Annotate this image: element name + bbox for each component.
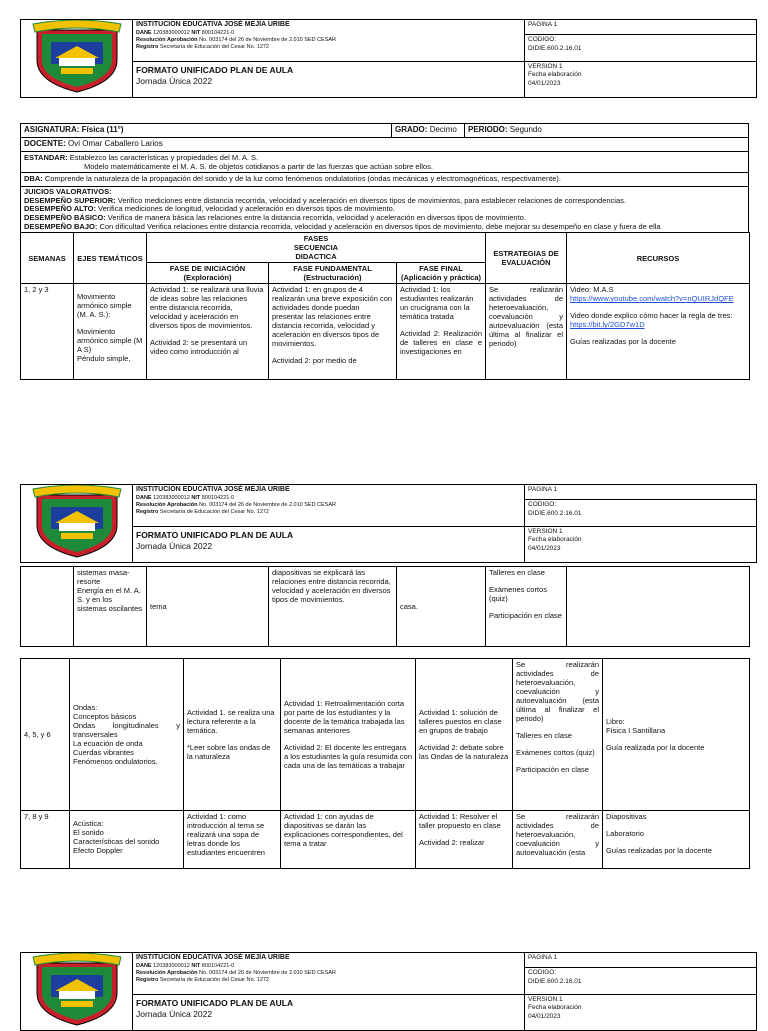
r3-fase-fundamental: Actividad 1: con ayudas de diapositivas se darán las explicaciones correspondientes, del tema a tratar	[281, 811, 416, 869]
r2-semanas: 4, 5, y 6	[21, 659, 70, 811]
desempeno-alto-text: Verifica mediciones de longitud, velocidad y aceleración en diversos tipos de movimiento.	[98, 204, 395, 214]
version-label: VERSION 1	[528, 528, 563, 536]
r2-ejes	[70, 659, 184, 811]
col-fases-line-2: SECUENCIA	[293, 243, 339, 253]
r2-estr-participacion: Participación en clase	[516, 765, 589, 774]
r2-fund-act-1: Actividad 1: Retroalimentación corta por parte de los estudiantes y la docente de la temática trabajada las semanas anteriores	[284, 699, 405, 735]
table-row	[21, 659, 750, 811]
dane-value: 120383000012	[153, 29, 190, 36]
registry-label: Registro	[136, 508, 159, 515]
date-value: 04/01/2023	[528, 79, 561, 87]
dane-label: DANE	[136, 29, 152, 36]
cont-recursos	[567, 567, 750, 647]
resolution-label: Resolución Aprobación	[136, 36, 198, 43]
docente-cell	[21, 138, 749, 152]
r2-estrategias	[513, 659, 603, 811]
resolution-value: No. 003174 del 26 de Noviembre de 2.010 SED CESAR	[199, 969, 337, 976]
page-number-cell	[525, 953, 757, 968]
r3-ejes-line-1: Acústica:	[73, 819, 104, 828]
nit-value: 800104221-0	[201, 29, 235, 36]
dane-label: DANE	[136, 962, 152, 969]
institution-name: INSTITUCIÓN EDUCATIVA JOSÉ MEJÍA URIBE	[136, 486, 290, 493]
plan-table-2	[20, 658, 749, 869]
version-label: VERSION 1	[528, 996, 563, 1004]
r3-final-act-2: Actividad 2: realizar	[419, 838, 485, 847]
r2-fase-inicio	[184, 659, 281, 811]
col-fase-inicio-title: FASE DE INICIACIÓN	[169, 264, 246, 274]
table-row	[21, 284, 750, 380]
nit-label: NIT	[191, 494, 201, 501]
version-cell	[525, 995, 757, 1031]
desempeno-bajo-label: DESEMPEÑO BAJO:	[24, 221, 98, 231]
periodo-label: PERIODO:	[468, 125, 508, 134]
institution-name: INSTITUCIÓN EDUCATIVA JOSÉ MEJÍA URIBE	[136, 954, 290, 961]
row-ejes-line-2: Movimiento armónico simple (M A S)	[77, 327, 143, 355]
desempeno-alto-label: DESEMPEÑO ALTO:	[24, 204, 96, 214]
dba-cell	[21, 173, 749, 187]
resolution-label: Resolución Aprobación	[136, 969, 198, 976]
cont-fase-inicio: tema	[147, 567, 269, 647]
row-fase-fundamental	[269, 284, 397, 380]
r3-recursos-laboratorio: Laboratorio	[606, 829, 644, 838]
version-cell	[525, 62, 757, 98]
r3-recursos-diapositivas: Diapositivas	[606, 812, 647, 821]
dba-label: DBA:	[24, 174, 43, 183]
r2-ejes-line-1: Ondas:	[73, 703, 98, 712]
page-number: PAGINA 1	[528, 21, 558, 28]
school-logo-cell	[21, 20, 133, 98]
r2-recursos-libro-title: Física I Santillana	[606, 726, 666, 735]
registry-label: Registro	[136, 976, 159, 983]
code-cell	[525, 968, 757, 995]
cont-ejes-line-1: sistemas masa-resorte	[77, 568, 130, 586]
dane-value: 120383000012	[153, 962, 190, 969]
asignatura-cell	[21, 124, 392, 138]
format-title: FORMATO UNIFICADO PLAN DE AULA	[136, 998, 294, 1009]
registry-label: Registro	[136, 43, 159, 50]
r3-semanas: 7, 8 y 9	[21, 811, 70, 869]
col-fase-final	[397, 263, 486, 284]
col-fases	[147, 233, 486, 263]
docente-label: DOCENTE:	[24, 139, 66, 148]
asignatura-label: ASIGNATURA:	[24, 125, 80, 134]
row-recursos-video-2: Video donde explico cómo hacer la regla de tres:	[570, 311, 733, 321]
r3-final-act-1: Actividad 1: Resolver el taller propuesto en clase	[419, 812, 501, 830]
code-value: DIDIE.600.2.16.01	[528, 977, 582, 985]
r2-ejes-line-4: La ecuación de onda	[73, 739, 143, 748]
r3-recursos	[603, 811, 750, 869]
code-value: DIDIE.600.2.16.01	[528, 44, 582, 52]
resolution-value: No. 003174 del 26 de Noviembre de 2.010 SED CESAR	[199, 501, 337, 508]
date-label: Fecha elaboración	[528, 1004, 582, 1012]
r2-recursos	[603, 659, 750, 811]
col-ejes: EJES TEMÁTICOS	[74, 233, 147, 284]
estandar-text-1: Establezco las características y propiedades del M. A. S.	[69, 153, 259, 162]
date-label: Fecha elaboración	[528, 71, 582, 79]
format-title: FORMATO UNIFICADO PLAN DE AULA	[136, 530, 294, 541]
plan-table-1	[20, 232, 750, 380]
code-label: CODIGO:	[528, 501, 557, 509]
cont-estrategias	[486, 567, 567, 647]
r2-fase-fundamental	[281, 659, 416, 811]
cont-estr-quiz: Exámenes cortos (quiz)	[489, 585, 547, 603]
institution-info-cell	[133, 20, 525, 62]
format-title-cell	[133, 527, 525, 563]
version-label: VERSION 1	[528, 63, 563, 71]
row-inicio-act-2: Actividad 2: se presentará un video como introducción al	[150, 338, 248, 357]
r2-recursos-libro: Libro:	[606, 717, 625, 726]
resolution-label: Resolución Aprobación	[136, 501, 198, 508]
registry-value: Secretaría de Educación del Cesar No. 1272	[159, 43, 269, 50]
r3-fase-final	[416, 811, 513, 869]
page-number: PAGINA 1	[528, 486, 558, 493]
grado-cell	[392, 124, 465, 138]
row-fase-final	[397, 284, 486, 380]
cont-ejes-line-2: Energía en el M. A. S. y en los sistemas oscilantes	[77, 586, 143, 613]
desempeno-superior-label: DESEMPEÑO SUPERIOR:	[24, 195, 116, 205]
desempeno-basico-label: DESEMPEÑO BÁSICO:	[24, 212, 106, 222]
r2-ejes-line-3: Ondas longitudinales y transversales	[73, 721, 180, 739]
row-fase-inicio	[147, 284, 269, 380]
col-fase-final-sub: (Aplicación y práctica)	[400, 273, 482, 283]
plan-info-block	[20, 123, 749, 380]
code-cell	[525, 35, 757, 62]
r2-fund-act-2: Actividad 2: El docente les entregara a los estudiantes la guía resumida con cada una de las temáticas a trabajar	[284, 743, 412, 770]
col-fase-fundamental-sub: (Estructuración)	[303, 273, 362, 283]
periodo-value: Segundo	[509, 125, 542, 134]
col-fase-fundamental-title: FASE FUNDAMENTAL	[293, 264, 372, 274]
r2-final-act-2: Actividad 2: debate sobre las Ondas de la naturaleza	[419, 743, 509, 761]
r2-estr-quiz: Exámenes cortos (quiz)	[516, 748, 595, 757]
jornada-label: Jornada Única 2022	[136, 75, 213, 86]
school-shield-logo-icon	[31, 953, 123, 1027]
cont-estr-talleres: Talleres en clase	[489, 568, 545, 577]
row-fund-act-1: Actividad 1: en grupos de 4 realizarán una breve exposición con actividades donde puedan presentar las relaciones entre distancia recorrida, velocidad y aceleración en diversos tipos de movimientos.	[272, 285, 393, 349]
desempeno-superior-text: Verifico mediciones entre distancia recorrida, velocidad y aceleración en diversos tipos de movimientos, para establecer relaciones de correspondencias.	[117, 195, 626, 205]
col-recursos: RECURSOS	[567, 233, 750, 284]
row-ejes	[74, 284, 147, 380]
grado-value: Decimo	[429, 125, 457, 134]
page-number-cell	[525, 485, 757, 500]
nit-label: NIT	[191, 962, 201, 969]
bitly-link[interactable]: https://bit.ly/2GD7w1D	[570, 320, 645, 330]
r2-recursos-guia: Guía realizada por la docente	[606, 743, 705, 752]
dane-value: 120383000012	[153, 494, 190, 501]
estandar-label: ESTANDAR:	[24, 153, 68, 162]
cont-estr-participacion: Participación en clase	[489, 611, 562, 620]
r3-ejes	[70, 811, 184, 869]
version-cell	[525, 527, 757, 563]
page-header-3	[20, 952, 749, 1031]
r3-recursos-guias: Guías realizadas por la docente	[606, 846, 712, 855]
col-fases-line-1: FASES	[303, 234, 329, 244]
jornada-label: Jornada Única 2022	[136, 1008, 213, 1019]
code-label: CODIGO:	[528, 969, 557, 977]
estandar-text-2: Modelo matemáticamente el M. A. S. de objetos cotidianos a partir de las fuerzas que actúan sobre ellos.	[84, 162, 433, 171]
institution-info-cell	[133, 485, 525, 527]
youtube-link[interactable]: https://www.youtube.com/watch?v=nQUIRJdQFE	[570, 294, 734, 304]
r2-final-act-1: Actividad 1: solución de talleres puestos en clase en grupos de trabajo	[419, 708, 502, 735]
dba-text: Comprende la naturaleza de la propagación del sonido y de la luz como fenómenos ondulatorios (ondas mecánicas y electromagnéticas, respectivamente).	[44, 174, 561, 183]
row-semanas: 1, 2 y 3	[21, 284, 74, 380]
format-title-cell	[133, 62, 525, 98]
cont-fase-fundamental: diapositivas se explicará las relaciones entre distancia recorrida, velocidad y aceleración en diversos tipos de movimientos.	[269, 567, 397, 647]
r2-estr-text: Se realizarán actividades de heteroevaluación, coevaluación y autoevaluación (esta última al finalizar el periodo)	[516, 660, 599, 723]
registry-value: Secretaría de Educación del Cesar No. 1272	[159, 976, 269, 983]
table-row	[21, 811, 750, 869]
nit-value: 800104221-0	[201, 962, 235, 969]
institution-info-cell	[133, 953, 525, 995]
row-recursos-guias: Guías realizadas por la docente	[570, 337, 676, 347]
r3-ejes-line-2: El sonido	[73, 828, 104, 837]
row-final-act-1: Actividad 1: los estudiantes realizarán un crucigrama con la temática tratada	[400, 285, 474, 322]
school-logo-cell	[21, 485, 133, 563]
r2-fase-final	[416, 659, 513, 811]
nit-label: NIT	[191, 29, 201, 36]
grado-label: GRADO:	[395, 125, 428, 134]
row-recursos-video: Video: M.A.S	[570, 285, 614, 295]
col-fase-final-title: FASE FINAL	[419, 264, 463, 274]
r2-inicio-act-1: Actividad 1. se realiza una lectura referente a la temática.	[187, 708, 275, 735]
date-value: 04/01/2023	[528, 1012, 561, 1020]
r3-fase-inicio: Actividad 1: como introducción al tema se realizará una sopa de letras donde los estudiantes encuentren	[184, 811, 281, 869]
row-fund-act-2: Actividad 2: por medio de	[272, 356, 357, 366]
row-inicio-act-1: Actividad 1: se realizará una lluvia de ideas sobre las relaciones entre distancia recorrida, velocidad y aceleración en diversos tipos de movimientos.	[150, 285, 264, 331]
page-header-2	[20, 484, 749, 563]
row-ejes-line-1: Movimiento armónico simple (M. A. S.):	[77, 292, 132, 320]
format-title-cell	[133, 995, 525, 1031]
school-logo-cell	[21, 953, 133, 1031]
dane-label: DANE	[136, 494, 152, 501]
cont-semanas	[21, 567, 74, 647]
col-fase-fundamental	[269, 263, 397, 284]
juicios-cell	[21, 187, 749, 233]
cont-fase-final: casa.	[397, 567, 486, 647]
plan-table-2-cont	[20, 566, 749, 647]
school-shield-logo-icon	[31, 20, 123, 94]
code-cell	[525, 500, 757, 527]
row-recursos	[567, 284, 750, 380]
registry-value: Secretaría de Educación del Cesar No. 1272	[159, 508, 269, 515]
desempeno-bajo-text: Con dificultad Verifica relaciones entre distancia recorrida, velocidad y aceleración en diversos tipos de movimiento. debe mejorar su desempeño en clase y fuera de ella	[99, 221, 661, 231]
page-header-1	[20, 19, 749, 98]
periodo-cell	[465, 124, 749, 138]
page-number: PAGINA 1	[528, 954, 558, 961]
row-ejes-line-3: Péndulo simple,	[77, 354, 131, 364]
date-value: 04/01/2023	[528, 544, 561, 552]
format-title: FORMATO UNIFICADO PLAN DE AULA	[136, 65, 294, 76]
col-fase-inicio	[147, 263, 269, 284]
r3-ejes-line-4: Efecto Doppler	[73, 846, 123, 855]
code-label: CODIGO:	[528, 36, 557, 44]
r3-estrategias: Se realizarán actividades de heteroevaluación, coevaluación y autoevaluación (esta	[513, 811, 603, 869]
juicios-label: JUICIOS VALORATIVOS:	[24, 187, 112, 196]
school-shield-logo-icon	[31, 485, 123, 559]
r2-ejes-line-2: Conceptos básicos	[73, 712, 137, 721]
col-fase-inicio-sub: (Exploración)	[183, 273, 232, 283]
resolution-value: No. 003174 del 26 de Noviembre de 2.010 SED CESAR	[199, 36, 337, 43]
r2-ejes-line-6: Fenómenos ondulatorios.	[73, 757, 158, 766]
r2-ejes-line-5: Cuerdas vibrantes	[73, 748, 134, 757]
r2-inicio-act-2: *Leer sobre las ondas de la naturaleza	[187, 743, 271, 761]
code-value: DIDIE.600.2.16.01	[528, 509, 582, 517]
cont-ejes	[74, 567, 147, 647]
col-estrategias: ESTRATEGIAS DE EVALUACIÓN	[486, 233, 567, 284]
date-label: Fecha elaboración	[528, 536, 582, 544]
institution-name: INSTITUCIÓN EDUCATIVA JOSÉ MEJÍA URIBE	[136, 21, 290, 28]
col-fases-line-3: DIDACTICA	[295, 252, 337, 262]
col-semanas: SEMANAS	[21, 233, 74, 284]
page-number-cell	[525, 20, 757, 35]
docente-value: Ovi Omar Caballero Larios	[68, 139, 163, 148]
r3-ejes-line-3: Características del sonido	[73, 837, 160, 846]
asignatura-value: Física (11°)	[81, 125, 124, 134]
r2-estr-talleres: Talleres en clase	[516, 731, 572, 740]
nit-value: 800104221-0	[201, 494, 235, 501]
table-row	[21, 567, 750, 647]
row-final-act-2: Actividad 2: Realización de talleres en clase e investigaciones en	[400, 329, 482, 357]
row-estrategias: Se realizarán actividades de heteroevaluación, coevaluación y autoevaluación (esta última al finalizar el periodo)	[486, 284, 567, 380]
desempeno-basico-text: Verifica de manera básica las relaciones entre la distancia recorrida, velocidad y aceleración en diversos tipos de movimiento.	[107, 212, 526, 222]
jornada-label: Jornada Única 2022	[136, 540, 213, 551]
estandar-cell	[21, 152, 749, 173]
